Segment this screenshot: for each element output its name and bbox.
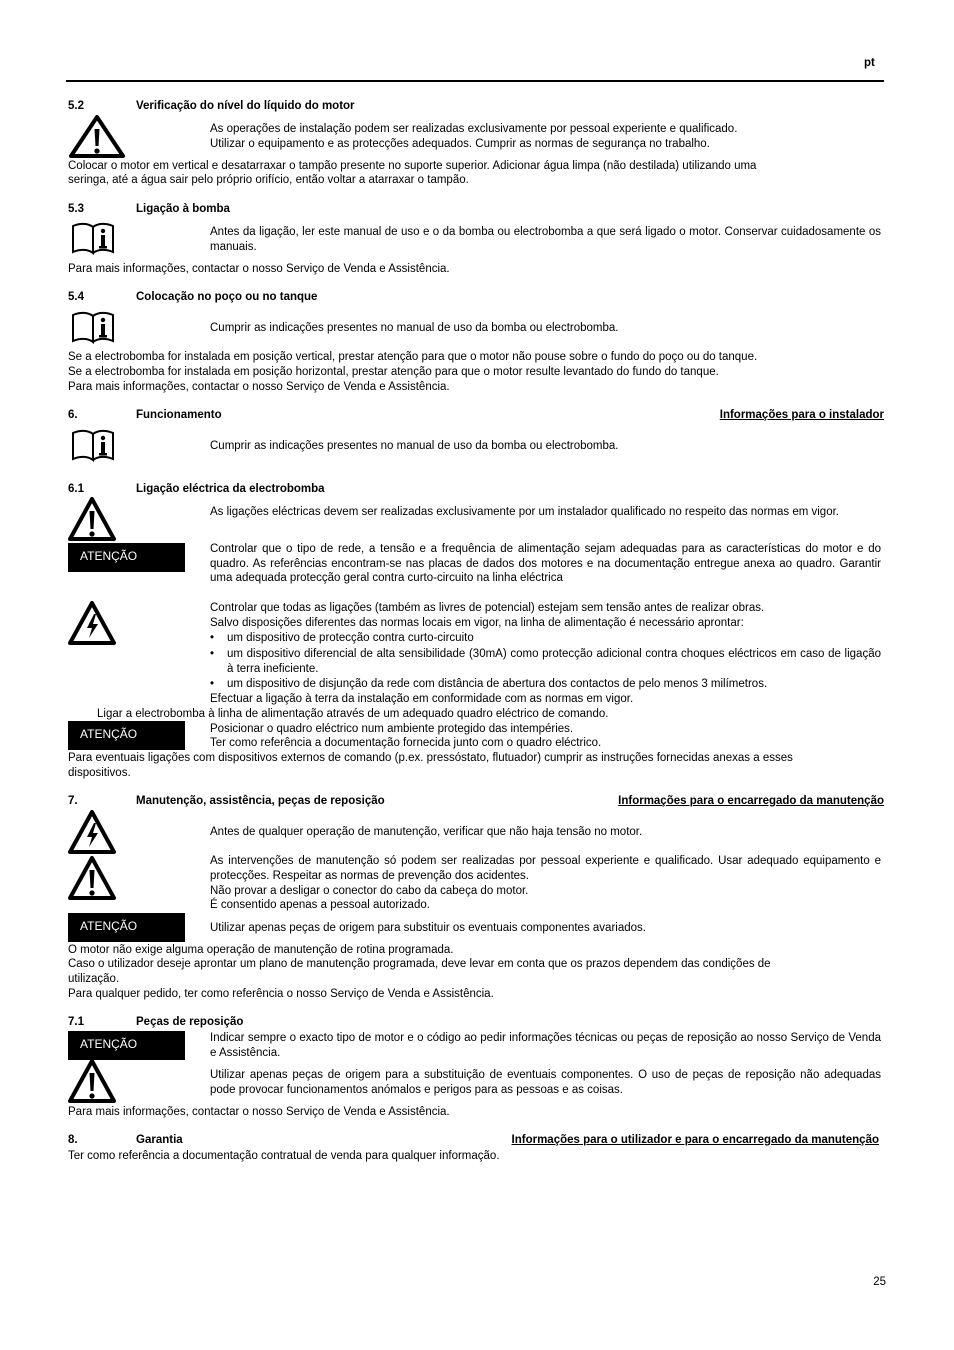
list-item [210, 677, 881, 692]
section-number: 5.2 [68, 100, 84, 112]
paragraph: As intervenções de manutenção só podem ser realizadas por pessoal experiente e qualificado. Usar adequado equipamento e protecções. Respeitar as normas de prevenção dos acidentes. [210, 855, 881, 882]
list-item [210, 631, 881, 646]
paragraph: Para mais informações, contactar o nosso Serviço de Venda e Assistência. [68, 263, 450, 275]
paragraph: Controlar que todas as ligações (também as livres de potencial) estejam sem tensão antes de realizar obras. [210, 602, 765, 614]
paragraph: Se a electrobomba for instalada em posição vertical, prestar atenção para que o motor não pouse sobre o fundo do poço ou do tanque. [68, 351, 758, 363]
paragraph: Cumprir as indicações presentes no manual de uso da bomba ou electrobomba. [210, 322, 619, 334]
section-title: Manutenção, assistência, peças de reposição [136, 795, 385, 807]
section-number: 5.4 [68, 291, 84, 303]
paragraph: Para mais informações, contactar o nosso Serviço de Venda e Assistência. [68, 1106, 450, 1118]
attention-label: ATENÇÃO [68, 913, 185, 942]
manual-info-icon [70, 427, 116, 463]
paragraph: Controlar que o tipo de rede, a tensão e a frequência de alimentação sejam adequadas para as características do motor e do quadro. As referências encontram-se nas placas de dados dos motores e na documentação entregue anexa ao quadro. Garantir uma adequada protecção geral contra curto-circuito na linha eléctrica [210, 543, 881, 585]
header-rule [66, 80, 884, 82]
section-title: Verificação do nível do líquido do motor [136, 100, 355, 112]
section-number: 8. [68, 1134, 78, 1146]
paragraph: Para mais informações, contactar o nosso Serviço de Venda e Assistência. [68, 381, 450, 393]
section-title: Colocação no poço ou no tanque [136, 291, 318, 303]
paragraph: Posicionar o quadro eléctrico num ambiente protegido das intempéries. [210, 723, 574, 735]
paragraph: Ter como referência a documentação fornecida junto com o quadro eléctrico. [210, 737, 602, 749]
manual-info-icon [70, 220, 116, 256]
paragraph: Utilizar o equipamento e as protecções adequados. Cumprir as normas de segurança no trabalho. [210, 138, 710, 150]
paragraph: seringa, até a água sair pelo próprio orifício, então voltar a atarraxar o tampão. [68, 174, 469, 186]
paragraph: Utilizar apenas peças de origem para a substituição de eventuais componentes. O uso de peças de reposição não adequadas pode provocar funcionamentos anómalos e perigos para as pessoas e as coisas. [210, 1069, 881, 1096]
electrical-hazard-icon [67, 600, 117, 646]
electrical-hazard-icon [67, 809, 117, 855]
warning-icon [68, 114, 126, 158]
section-number: 7.1 [68, 1016, 84, 1028]
paragraph: Indicar sempre o exacto tipo de motor e o código ao pedir informações técnicas ou peças de reposição ao nosso Serviço de Venda e Assistência. [210, 1032, 881, 1059]
paragraph: Cumprir as indicações presentes no manual de uso da bomba ou electrobomba. [210, 440, 619, 452]
list-item-text: um dispositivo de protecção contra curto-circuito [227, 632, 474, 644]
list-item [210, 647, 881, 677]
paragraph: Efectuar a ligação à terra da instalação em conformidade com as normas em vigor. [210, 693, 634, 705]
paragraph: Ter como referência a documentação contratual de venda para qualquer informação. [68, 1150, 500, 1162]
paragraph: O motor não exige alguma operação de manutenção de rotina programada. [68, 944, 454, 956]
paragraph: As operações de instalação podem ser realizadas exclusivamente por pessoal experiente e qualificado. [210, 123, 738, 135]
list-item-text: um dispositivo de disjunção da rede com distância de abertura dos contactos de pelo menos 3 milímetros. [227, 678, 768, 690]
section-title: Garantia [136, 1134, 183, 1146]
section-title: Ligação à bomba [136, 203, 230, 215]
attention-label: ATENÇÃO [68, 1031, 185, 1060]
bullet: • [210, 678, 215, 690]
audience-heading: Informações para o instalador [719, 409, 884, 421]
paragraph: Caso o utilizador deseje aprontar um plano de manutenção programada, deve levar em conta que os prazos dependem das condições de [68, 958, 771, 970]
paragraph: Antes de qualquer operação de manutenção, verificar que não haja tensão no motor. [210, 826, 643, 838]
paragraph: É consentido apenas a pessoal autorizado. [210, 899, 430, 911]
language-code: pt [864, 57, 875, 69]
section-number: 6.1 [68, 483, 84, 495]
section-title: Ligação eléctrica da electrobomba [136, 483, 325, 495]
paragraph: As ligações eléctricas devem ser realizadas exclusivamente por um instalador qualificado no respeito das normas em vigor. [210, 506, 839, 518]
section-number: 7. [68, 795, 78, 807]
paragraph: dispositivos. [68, 767, 131, 779]
bullet: • [210, 648, 215, 660]
paragraph: Se a electrobomba for instalada em posição horizontal, prestar atenção para que o motor resulte levantado do fundo do tanque. [68, 366, 719, 378]
section-number: 6. [68, 409, 78, 421]
paragraph: utilização. [68, 973, 120, 985]
paragraph: Para qualquer pedido, ter como referência o nosso Serviço de Venda e Assistência. [68, 988, 494, 1000]
warning-icon [67, 855, 117, 901]
section-title: Funcionamento [136, 409, 222, 421]
bullet: • [210, 632, 215, 644]
paragraph: Salvo disposições diferentes das normas locais em vigor, na linha de alimentação é necessário aprontar: [210, 617, 744, 629]
paragraph: Ligar a electrobomba à linha de alimentação através de um adequado quadro eléctrico de comando. [97, 708, 609, 720]
page-number: 25 [873, 1276, 886, 1288]
audience-heading: Informações para o utilizador e para o encarregado da manutenção [511, 1134, 879, 1146]
paragraph: Colocar o motor em vertical e desatarraxar o tampão presente no suporte superior. Adicionar água limpa (não destilada) utilizando uma [68, 160, 757, 172]
attention-label: ATENÇÃO [68, 721, 185, 750]
paragraph: Utilizar apenas peças de origem para substituir os eventuais componentes avariados. [210, 922, 646, 934]
warning-icon [67, 1058, 117, 1104]
manual-info-icon [70, 309, 116, 345]
paragraph: Para eventuais ligações com dispositivos externos de comando (p.ex. pressóstato, flutuador) cumprir as instruções fornecidas anexas a esses [68, 752, 793, 764]
audience-heading: Informações para o encarregado da manutenção [618, 795, 884, 807]
warning-icon [67, 496, 117, 542]
list-item-text: um dispositivo diferencial de alta sensibilidade (30mA) como protecção adicional contra choques eléctricos em caso de ligação à terra ineficiente. [227, 648, 881, 675]
paragraph: Não provar a desligar o conector do cabo da cabeça do motor. [210, 885, 529, 897]
section-number: 5.3 [68, 203, 84, 215]
attention-label: ATENÇÃO [68, 543, 185, 572]
section-title: Peças de reposição [136, 1016, 244, 1028]
paragraph: Antes da ligação, ler este manual de uso e o da bomba ou electrobomba a que será ligado o motor. Conservar cuidadosamente os manuais. [210, 226, 881, 253]
